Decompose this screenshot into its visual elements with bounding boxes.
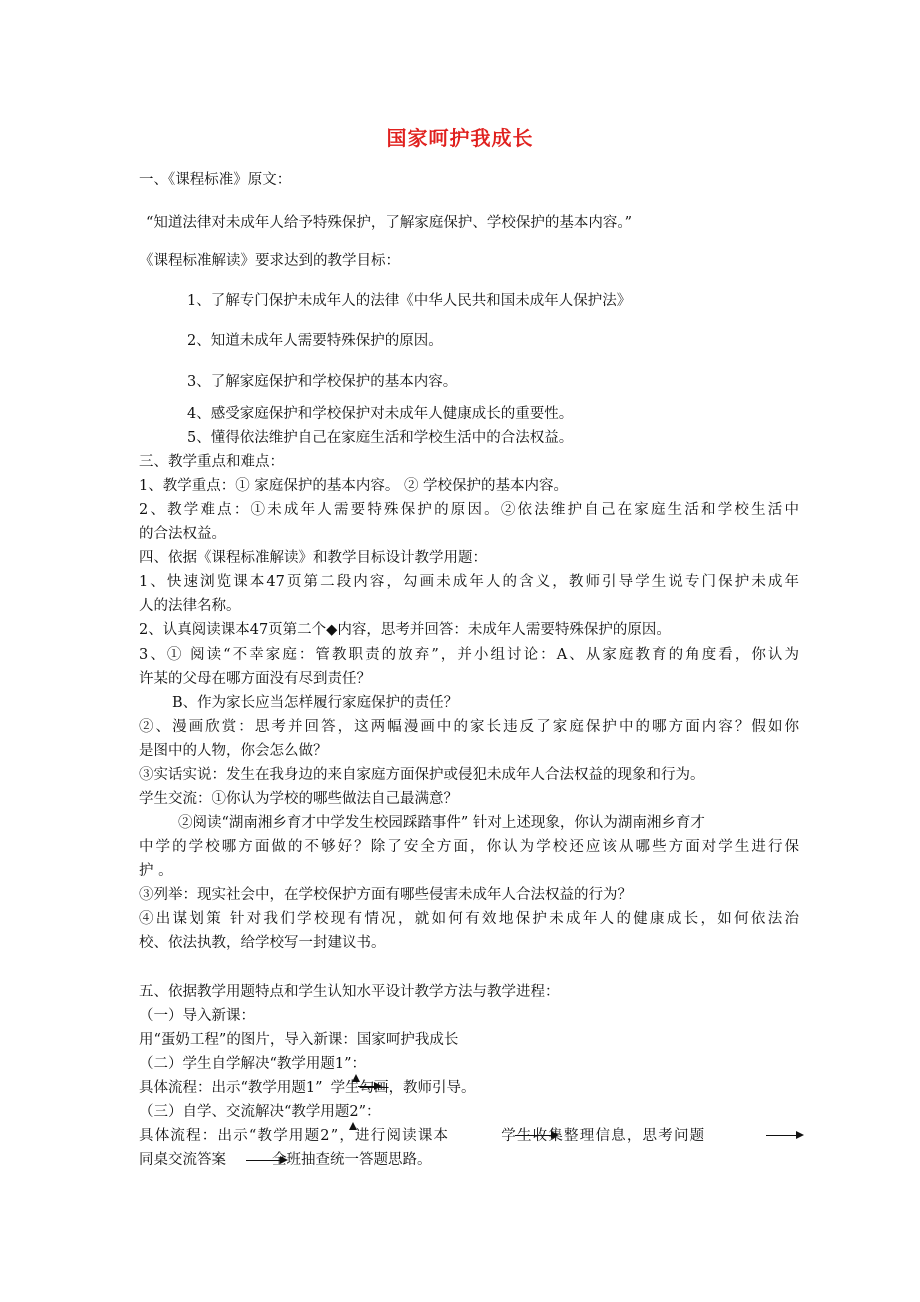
step-2-body-struck: 勾画 [359, 1080, 389, 1096]
reading-task-cont: 中学的学校哪方面做的不够好？除了安全方面，你认为学校还应该从哪些方面对学生进行保 [139, 839, 799, 855]
difficult-points-cont: 的合法权益。 [139, 526, 226, 542]
step-1-body: 用“蛋奶工程”的图片，导入新课：国家呵护我成长 [139, 1032, 459, 1048]
question-3-realtalk: ③实话实说：发生在我身边的来自家庭方面保护或侵犯未成年人合法权益的现象和行为。 [139, 767, 705, 783]
step-2-body [139, 1078, 799, 1098]
step-3-body-lead: 具体流程：出示“教学用题2”，进行阅读课本 [139, 1128, 450, 1144]
question-3-b: B、作为家长应当怎样履行家庭保护的责任？ [172, 695, 459, 711]
difficult-points: 2、教学难点：①未成年人需要特殊保护的原因。②依法维护自己在家庭生活和学校生活中 [139, 502, 799, 518]
flow-arrow [246, 1160, 282, 1161]
step-3-body [139, 1126, 799, 1146]
step-2-body-tail: ，教师引导。 [388, 1080, 476, 1096]
step-3-body-mid: 学生收集整理信息，思考问题 [501, 1128, 706, 1144]
goal-item-2: 2、知道未成年人需要特殊保护的原因。 [187, 333, 443, 349]
flow-arrow [515, 1135, 553, 1136]
question-1: 1、快速浏览课本47页第二段内容，勾画未成年人的含义，教师引导学生说专门保护未成年 [139, 574, 799, 590]
step-2-body-lead: 具体流程：出示“教学用题1” [139, 1080, 323, 1096]
goal-item-3: 3、了解家庭保护和学校保护的基本内容。 [187, 374, 458, 390]
question-2: 2、认真阅读课本47页第二个◆内容，思考并回答：未成年人需要特殊保护的原因。 [139, 622, 671, 638]
student-exchange: 学生交流：①你认为学校的哪些做法自己最满意？ [139, 791, 458, 807]
goals-heading: 《课程标准解读》要求达到的教学目标： [139, 253, 400, 269]
page-title: 国家呵护我成长 [386, 126, 534, 150]
curriculum-quote: “知道法律对未成年人给予特殊保护，了解家庭保护、学校保护的基本内容。” [146, 215, 633, 231]
goal-item-5: 5、懂得依法维护自己在家庭生活和学校生活中的合法权益。 [187, 430, 574, 446]
flow-arrow [358, 1086, 376, 1087]
step-1-heading: （一）导入新课： [139, 1008, 255, 1024]
section-heading-3: 三、教学重点和难点： [139, 454, 284, 470]
step-3-body-cont [139, 1150, 799, 1170]
reading-task: ②阅读“湖南湘乡育才中学发生校园踩踏事件” 针对上述现象，你认为湖南湘乡育才 [178, 815, 705, 831]
goal-item-1: 1、了解专门保护未成年人的法律《中华人民共和国未成年人保护法》 [187, 293, 632, 309]
step-3-body-end: 全班抽查统一答题思路。 [272, 1152, 432, 1168]
listing-task: ③列举：现实社会中，在学校保护方面有哪些侵害未成年人合法权益的行为？ [139, 887, 632, 903]
flow-arrowhead [349, 1122, 357, 1130]
step-2-heading: （二）学生自学解决“教学用题1”： [139, 1056, 367, 1072]
goal-item-4: 4、感受家庭保护和学校保护对未成年人健康成长的重要性。 [187, 406, 574, 422]
section-heading-5: 五、依据教学用题特点和学生认知水平设计教学方法与教学进程： [139, 984, 560, 1000]
question-3-comic-cont: 是图中的人物，你会怎么做？ [139, 743, 328, 759]
question-3-comic: ②、漫画欣赏：思考并回答，这两幅漫画中的家长违反了家庭保护中的哪方面内容？假如你 [139, 719, 799, 735]
suggestion-task: ④出谋划策 针对我们学校现有情况，就如何有效地保护未成年人的健康成长，如何依法治 [139, 911, 799, 927]
section-heading-4: 四、依据《课程标准解读》和教学目标设计教学用题： [139, 550, 487, 566]
section-heading-1: 一、《课程标准》原文： [139, 172, 292, 188]
flow-arrow [766, 1135, 798, 1136]
question-3: 3、① 阅读“不幸家庭：管教职责的放弃”，并小组讨论：A、从家庭教育的角度看，你认为 [139, 647, 799, 663]
step-3-body-pair: 同桌交流答案 [139, 1152, 226, 1168]
key-points: 1、教学重点：① 家庭保护的基本内容。 ② 学校保护的基本内容。 [139, 478, 569, 494]
step-2-body-student: 学生 [330, 1080, 360, 1096]
suggestion-task-cont: 校、依法执教，给学校写一封建议书。 [139, 935, 386, 951]
question-3-cont: 许某的父母在哪方面没有尽到责任？ [139, 671, 371, 687]
reading-task-end: 护 。 [139, 863, 173, 879]
question-1-cont: 人的法律名称。 [139, 598, 241, 614]
step-3-heading: （三）自学、交流解决“教学用题2”： [139, 1104, 381, 1120]
flow-arrowhead [352, 1074, 360, 1082]
